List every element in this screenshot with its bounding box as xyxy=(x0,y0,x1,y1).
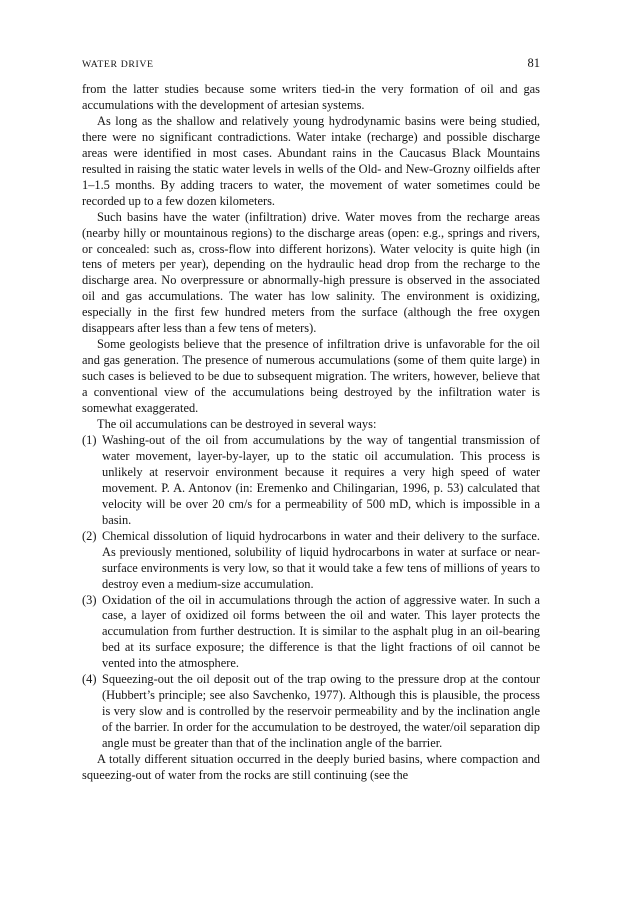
list-item-number: (3) xyxy=(82,592,97,607)
chapter-title: WATER DRIVE xyxy=(82,59,154,70)
paragraph: from the latter studies because some writers tied-in the very formation of oil and gas accumulations with the development of artesian systems. xyxy=(82,82,540,112)
body-text xyxy=(82,82,540,784)
list-item-number: (2) xyxy=(82,528,97,543)
list-item-text: Oxidation of the oil in accumulations through the action of aggressive water. In such a case, a layer of oxidized oil forms between the oil and water. This layer protects the accumulation from further destruction. It is similar to the asphalt plug in an oil-bearing bed at its surface exposure; the difference is that the light fractions of oil cannot be vented into the atmosphere. xyxy=(102,592,540,671)
paragraph: A totally different situation occurred in the deeply buried basins, where compaction and squeezing-out of water from the rocks are still continuing (see the xyxy=(82,752,540,782)
running-head xyxy=(82,56,540,71)
list-item xyxy=(82,593,540,673)
paragraph: Such basins have the water (infiltration) drive. Water moves from the recharge areas (nearby hilly or mountainous regions) to the discharge areas (open: e.g., springs and rivers, or concealed: such as, cross-flow into different horizons). Water velocity is quite high (in tens of meters per year), depending on the hydraulic head drop from the recharge to the discharge area. No overpressure or abnormally-high pressure is observed in the associated oil and gas accumulations. The water has low salinity. The environment is oxidizing, especially in the first few hundred meters from the surface (although the free oxygen disappears after less than a few tens of meters). xyxy=(82,209,540,336)
list-item-number: (4) xyxy=(82,672,97,687)
page-number: 81 xyxy=(527,56,540,70)
list-item xyxy=(82,529,540,593)
destruction-ways-list xyxy=(82,433,540,752)
paragraph: Some geologists believe that the presence of infiltration drive is unfavorable for the oil and gas generation. The presence of numerous accumulations (some of them quite large) in such cases is believed to be due to subsequent migration. The writers, however, believe that a conventional view of the accumulations being destroyed by the infiltration water is somewhat exaggerated. xyxy=(82,337,540,416)
list-item-text: Chemical dissolution of liquid hydrocarbons in water and their delivery to the surface. As previously mentioned, solubility of liquid hydrocarbons in water at surface or near-surface environments is very low, so that it would take a few tens of millions of years to destroy even a medium-size accumulation. xyxy=(102,528,540,591)
list-item-number: (1) xyxy=(82,432,97,447)
list-item xyxy=(82,672,540,752)
list-item xyxy=(82,433,540,529)
list-item-text: Washing-out of the oil from accumulations by the way of tangential transmission of water movement, layer-by-layer, up to the static oil accumulation. This process is unlikely at reservoir environment because it requires a very high speed of water movement. P. A. Antonov (in: Eremenko and Chilingarian, 1996, p. 53) calculated that velocity will be over 20 cm/s for a permeability of 500 mD, which is impossible in a basin. xyxy=(102,432,540,527)
paragraph: As long as the shallow and relatively young hydrodynamic basins were being studied, there were no significant contradictions. Water intake (recharge) and possible discharge areas were identified in most cases. Abundant rains in the Caucasus Black Mountains resulted in raising the static water levels in wells of the Old- and New-Grozny oilfields after 1–1.5 months. By adding tracers to water, the movement of water sometimes could be recorded up to a few dozen kilometers. xyxy=(82,113,540,208)
list-item-text: Squeezing-out the oil deposit out of the trap owing to the pressure drop at the contour (Hubbert’s principle; see also Savchenko, 1977). Although this is plausible, the process is very slow and is controlled by the reservoir permeability and by the inclination angle of the barrier. In order for the accumulation to be destroyed, the water/oil separation dip angle must be greater than that of the inclination angle of the barrier. xyxy=(102,672,540,751)
paragraph: The oil accumulations can be destroyed in several ways: xyxy=(97,417,377,432)
